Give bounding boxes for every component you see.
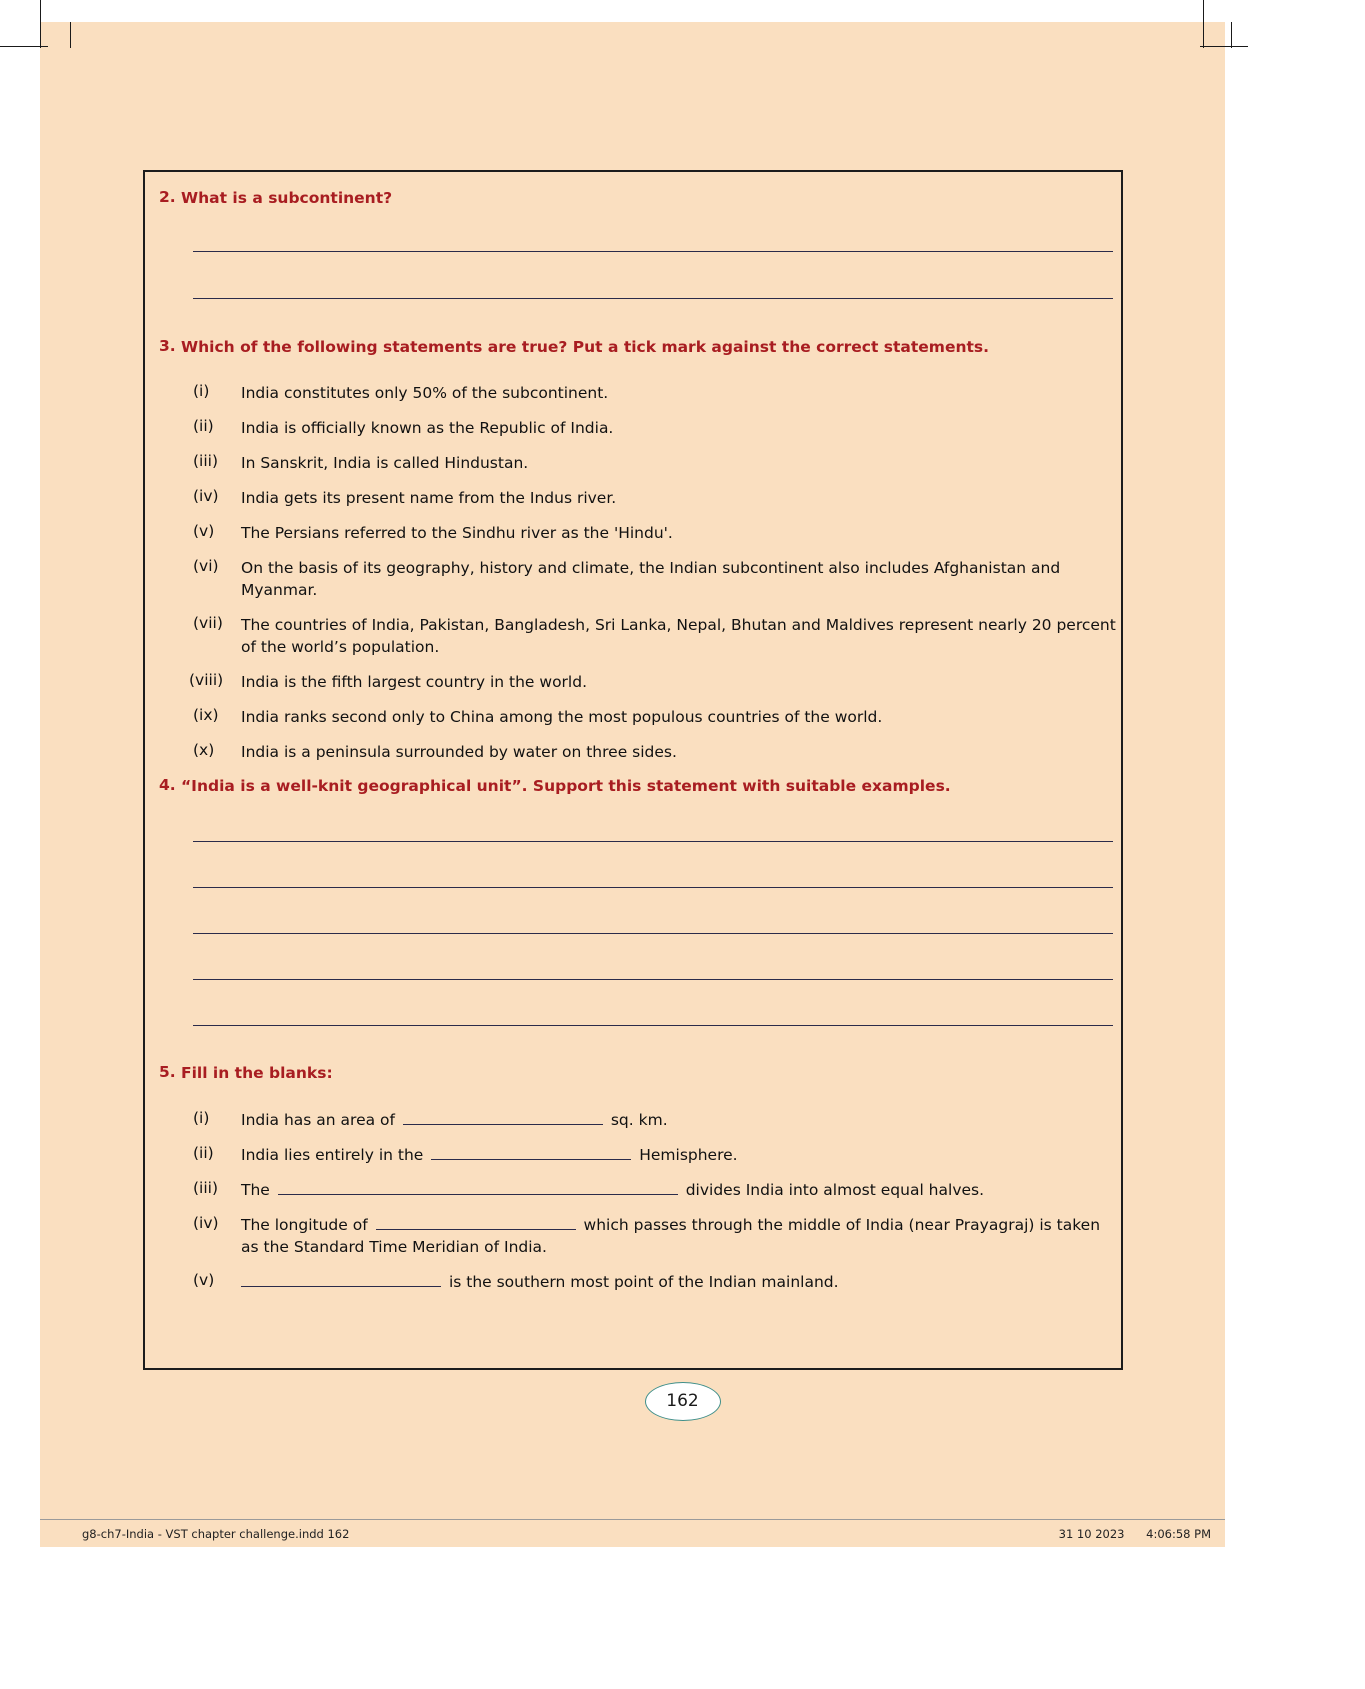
fill-blank-before: The longitude of bbox=[241, 1215, 368, 1234]
list-item-text: The Persians referred to the Sindhu river as the 'Hindu'. bbox=[241, 523, 673, 542]
footer-file-name: g8-ch7-India - VST chapter challenge.indd 162 bbox=[82, 1527, 350, 1541]
list-item-text: India is the fifth largest country in the world. bbox=[241, 672, 588, 691]
question-4-number: 4. bbox=[159, 775, 176, 794]
footer-time: 4:06:58 PM bbox=[1146, 1527, 1211, 1541]
list-item-label: (v) bbox=[193, 521, 215, 540]
list-item-label: (ix) bbox=[193, 705, 219, 724]
question-3-items bbox=[145, 382, 1121, 763]
list-item-label: (iv) bbox=[193, 1213, 219, 1232]
fill-blank-after: is the southern most point of the Indian mainland. bbox=[448, 1272, 839, 1291]
fill-blank-text bbox=[193, 1271, 1121, 1293]
answer-line[interactable] bbox=[193, 251, 1113, 252]
list-item-label: (vii) bbox=[193, 613, 223, 632]
list-item-label: (vi) bbox=[193, 556, 219, 575]
fill-blank-item[interactable] bbox=[145, 1109, 1121, 1131]
list-item-label: (x) bbox=[193, 740, 215, 759]
blank-input[interactable] bbox=[241, 1275, 441, 1287]
list-item-label: (i) bbox=[193, 1108, 210, 1127]
fill-blank-after: which passes through the middle of India (near Prayagraj) is taken as the Standard Time Meridian of India. bbox=[241, 1215, 1101, 1256]
list-item-text: India is officially known as the Republic of India. bbox=[241, 418, 614, 437]
fill-blank-item[interactable] bbox=[145, 1214, 1121, 1258]
answer-line[interactable] bbox=[193, 887, 1113, 888]
list-item[interactable] bbox=[145, 671, 1121, 693]
footer-timestamp bbox=[1041, 1527, 1211, 1541]
list-item-label: (iii) bbox=[193, 1178, 219, 1197]
crop-mark-inner-left bbox=[70, 22, 71, 48]
question-5-items bbox=[145, 1109, 1121, 1293]
fill-blank-item[interactable] bbox=[145, 1179, 1121, 1201]
list-item-label: (viii) bbox=[189, 670, 224, 689]
crop-mark-top-right-vertical bbox=[1203, 0, 1204, 48]
question-5 bbox=[145, 1063, 1121, 1084]
question-5-number: 5. bbox=[159, 1062, 176, 1081]
list-item[interactable] bbox=[145, 522, 1121, 544]
blank-input[interactable] bbox=[278, 1183, 678, 1195]
fill-blank-after: sq. km. bbox=[610, 1110, 668, 1129]
question-5-prompt: Fill in the blanks: bbox=[181, 1063, 333, 1082]
list-item-text: India gets its present name from the Indus river. bbox=[241, 488, 617, 507]
answer-line[interactable] bbox=[193, 979, 1113, 980]
list-item-text: India constitutes only 50% of the subcontinent. bbox=[241, 383, 609, 402]
answer-line[interactable] bbox=[193, 841, 1113, 842]
crop-mark-top-left-horizontal bbox=[0, 46, 48, 47]
answer-line[interactable] bbox=[193, 933, 1113, 934]
list-item[interactable] bbox=[145, 741, 1121, 763]
question-2-number: 2. bbox=[159, 188, 176, 206]
list-item[interactable] bbox=[145, 452, 1121, 474]
question-3-number: 3. bbox=[159, 336, 176, 355]
fill-blank-before: India lies entirely in the bbox=[241, 1145, 424, 1164]
fill-blank-text bbox=[193, 1179, 1121, 1201]
fill-blank-after: Hemisphere. bbox=[639, 1145, 738, 1164]
answer-line[interactable] bbox=[193, 1025, 1113, 1026]
question-2-prompt: What is a subcontinent? bbox=[181, 189, 393, 207]
question-4-prompt: “India is a well-knit geographical unit”. Support this statement with suitable examples. bbox=[181, 776, 951, 795]
list-item-label: (v) bbox=[193, 1270, 215, 1289]
question-4 bbox=[145, 776, 1121, 797]
list-item-label: (i) bbox=[193, 381, 210, 400]
page-number: 162 bbox=[645, 1382, 721, 1421]
print-footer bbox=[40, 1519, 1225, 1541]
list-item-text: India is a peninsula surrounded by water on three sides. bbox=[241, 742, 677, 761]
blank-input[interactable] bbox=[431, 1148, 631, 1160]
list-item[interactable] bbox=[145, 614, 1121, 658]
answer-line[interactable] bbox=[193, 298, 1113, 299]
list-item[interactable] bbox=[145, 557, 1121, 601]
list-item[interactable] bbox=[145, 706, 1121, 728]
list-item[interactable] bbox=[145, 382, 1121, 404]
crop-mark-inner-right bbox=[1231, 22, 1232, 48]
question-2 bbox=[145, 188, 1121, 209]
question-3-prompt: Which of the following statements are true? Put a tick mark against the correct statements. bbox=[181, 337, 990, 356]
list-item-label: (ii) bbox=[193, 1143, 214, 1162]
list-item-label: (iv) bbox=[193, 486, 219, 505]
fill-blank-item[interactable] bbox=[145, 1144, 1121, 1166]
list-item[interactable] bbox=[145, 417, 1121, 439]
exercise-box bbox=[143, 170, 1123, 1370]
list-item-text: On the basis of its geography, history and climate, the Indian subcontinent also includes Afghanistan and Myanmar. bbox=[241, 558, 1061, 599]
blank-input[interactable] bbox=[376, 1218, 576, 1230]
question-3 bbox=[145, 337, 1121, 358]
list-item-label: (iii) bbox=[193, 451, 219, 470]
list-item-text: The countries of India, Pakistan, Bangladesh, Sri Lanka, Nepal, Bhutan and Maldives represent nearly 20 percent of the world’s population. bbox=[241, 615, 1116, 656]
fill-blank-before: The bbox=[241, 1180, 270, 1199]
blank-input[interactable] bbox=[403, 1113, 603, 1125]
fill-blank-before: India has an area of bbox=[241, 1110, 395, 1129]
list-item-label: (ii) bbox=[193, 416, 214, 435]
footer-date: 31 10 2023 bbox=[1058, 1527, 1125, 1541]
fill-blank-text bbox=[193, 1214, 1121, 1258]
fill-blank-after: divides India into almost equal halves. bbox=[685, 1180, 985, 1199]
fill-blank-item[interactable] bbox=[145, 1271, 1121, 1293]
list-item-text: In Sanskrit, India is called Hindustan. bbox=[241, 453, 529, 472]
list-item-text: India ranks second only to China among the most populous countries of the world. bbox=[241, 707, 883, 726]
fill-blank-text bbox=[193, 1109, 1121, 1131]
fill-blank-text bbox=[193, 1144, 1121, 1166]
crop-mark-top-left-vertical bbox=[40, 0, 41, 48]
crop-mark-top-right-horizontal bbox=[1200, 46, 1248, 47]
page-number-container bbox=[0, 1382, 1365, 1421]
list-item[interactable] bbox=[145, 487, 1121, 509]
